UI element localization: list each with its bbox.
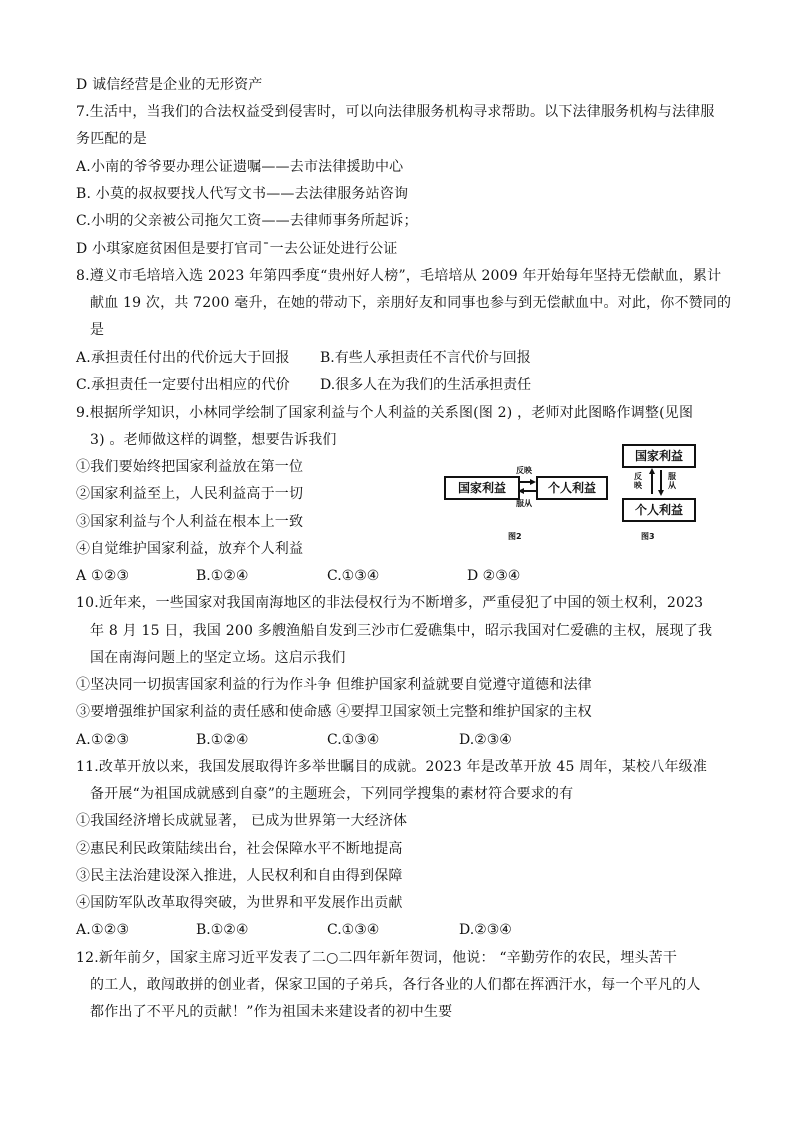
question-8-option-a: A.承担责任付出的代价远大于回报 — [76, 350, 290, 366]
question-10-option-a: A.①②③ — [76, 732, 130, 748]
question-9-item-1: ①我们要始终把国家利益放在第一位 — [76, 459, 304, 475]
question-11-stem-cont: 备开展“为祖国成就感到自豪”的主题班会，下列同学搜集的素材符合要求的有 — [90, 786, 574, 802]
question-9-item-4: ④自觉维护国家利益，放弃个人利益 — [76, 541, 304, 557]
question-10-stem-cont: 年 8 月 15 日，我国 200 多艘渔船自发到三沙市仁爱礁集中，昭示我国对仁爱礁的主权，展现了我 — [90, 623, 713, 639]
fig2-arrows — [516, 476, 538, 498]
question-11-item-2: ②惠民利民政策陆续出台，社会保障水平不断地提高 — [76, 841, 403, 857]
fig3-arrows — [646, 466, 668, 498]
question-10-option-d: D.②③④ — [459, 732, 512, 748]
question-9-stem: 9.根据所学知识，小林同学绘制了国家利益与个人利益的关系图(图 2) ，老师对此图略作调整(见图 — [76, 405, 694, 421]
question-10-option-c: C.①③④ — [327, 732, 380, 748]
fig2-reflect-label: 反映 — [516, 466, 532, 475]
fig2-personal-interest-box: 个人利益 — [536, 476, 608, 500]
fig2-national-interest-box: 国家利益 — [444, 476, 520, 500]
question-10-items-3-4: ③要增强维护国家利益的责任感和使命感 ④要捍卫国家领土完整和维护国家的主权 — [76, 704, 592, 720]
question-12-stem-end: 都作出了不平凡的贡献！”作为祖国未来建设者的初中生要 — [90, 1004, 453, 1020]
question-8-option-c: C.承担责任一定要付出相应的代价 — [76, 377, 290, 393]
fig2-obey-label: 服从 — [516, 499, 532, 508]
question-11-option-a: A.①②③ — [76, 922, 130, 938]
question-11-option-b: B.①②④ — [196, 922, 249, 938]
question-8-stem: 8.遵义市毛培培入选 2023 年第四季度“贵州好人榜”，毛培培从 2009 年开始每年坚持无偿献血，累计 — [76, 268, 722, 284]
question-7-option-c: C.小明的父亲被公司拖欠工资——去律师事务所起诉； — [76, 213, 418, 229]
question-11-stem: 11.改革开放以来，我国发展取得许多举世瞩目的成就。2023 年是改革开放 45 周年，某校八年级准 — [76, 759, 708, 775]
question-10-option-b: B.①②④ — [196, 732, 249, 748]
question-11-option-d: D.②③④ — [459, 922, 512, 938]
question-10-stem-end: 国在南海问题上的坚定立场。这启示我们 — [90, 650, 346, 666]
question-11-item-1: ①我国经济增长成就显著， 已成为世界第一大经济体 — [76, 813, 408, 829]
question-8-option-d: D.很多人在为我们的生活承担责任 — [320, 377, 532, 393]
question-10-stem: 10.近年来，一些国家对我国南海地区的非法侵权行为不断增多，严重侵犯了中国的领土权利，2023 — [76, 595, 704, 611]
question-11-item-3: ③民主法治建设深入推进，人民权利和自由得到保障 — [76, 868, 403, 884]
question-8-stem-cont: 献血 19 次，共 7200 毫升，在她的带动下，亲朋好友和同事也参与到无偿献血中。对此，你不赞同的 — [90, 295, 732, 311]
fig2-caption: 图2 — [508, 532, 522, 541]
option-line: D 诚信经营是企业的无形资产 — [76, 77, 263, 93]
question-7-stem-cont: 务匹配的是 — [76, 131, 147, 147]
interest-relationship-diagram — [436, 438, 736, 548]
question-7-option-b: B. 小莫的叔叔要找人代写文书——去法律服务站咨询 — [76, 186, 409, 202]
question-11-item-4: ④国防军队改革取得突破，为世界和平发展作出贡献 — [76, 895, 403, 911]
question-9-item-3: ③国家利益与个人利益在根本上一致 — [76, 514, 304, 530]
fig3-caption: 图3 — [641, 532, 655, 541]
question-9-option-d: D ②③④ — [467, 568, 521, 584]
question-7-option-d: D 小琪家庭贫困但是要打官司ˉ一去公证处进行公证 — [76, 241, 398, 257]
question-10-items-1-2: ①坚决同一切损害国家利益的行为作斗争 但维护国家利益就要自觉遵守道德和法律 — [76, 677, 592, 693]
fig3-obey-label: 服从 — [668, 472, 676, 490]
question-12-stem: 12.新年前夕，国家主席习近平发表了二○二四年新年贺词，他说： “辛勤劳作的农民，埋头苦干 — [76, 950, 678, 966]
question-12-stem-cont: 的工人，敢闯敢拼的创业者，保家卫国的子弟兵，各行各业的人们都在挥洒汗水，每一个平凡的人 — [90, 977, 701, 993]
question-9-stem-cont: 3) 。老师做这样的调整，想要告诉我们 — [90, 432, 337, 448]
question-11-option-c: C.①③④ — [327, 922, 380, 938]
question-9-option-a: A ①②③ — [76, 568, 130, 584]
question-7-stem: 7.生活中，当我们的合法权益受到侵害时，可以向法律服务机构寻求帮助。以下法律服务机构与法律服 — [76, 104, 715, 120]
question-8-stem-end: 是 — [90, 322, 105, 338]
fig3-national-interest-box: 国家利益 — [622, 444, 696, 468]
fig3-reflect-label: 反映 — [634, 472, 642, 490]
question-8-option-b: B.有些人承担责任不言代价与回报 — [320, 350, 531, 366]
question-7-option-a: A.小南的爷爷要办理公证遗嘱——去市法律援助中心 — [76, 159, 404, 175]
question-9-item-2: ②国家利益至上，人民利益高于一切 — [76, 486, 304, 502]
fig3-personal-interest-box: 个人利益 — [622, 498, 696, 522]
question-9-option-b: B.①②④ — [196, 568, 249, 584]
question-9-option-c: C.①③④ — [327, 568, 380, 584]
